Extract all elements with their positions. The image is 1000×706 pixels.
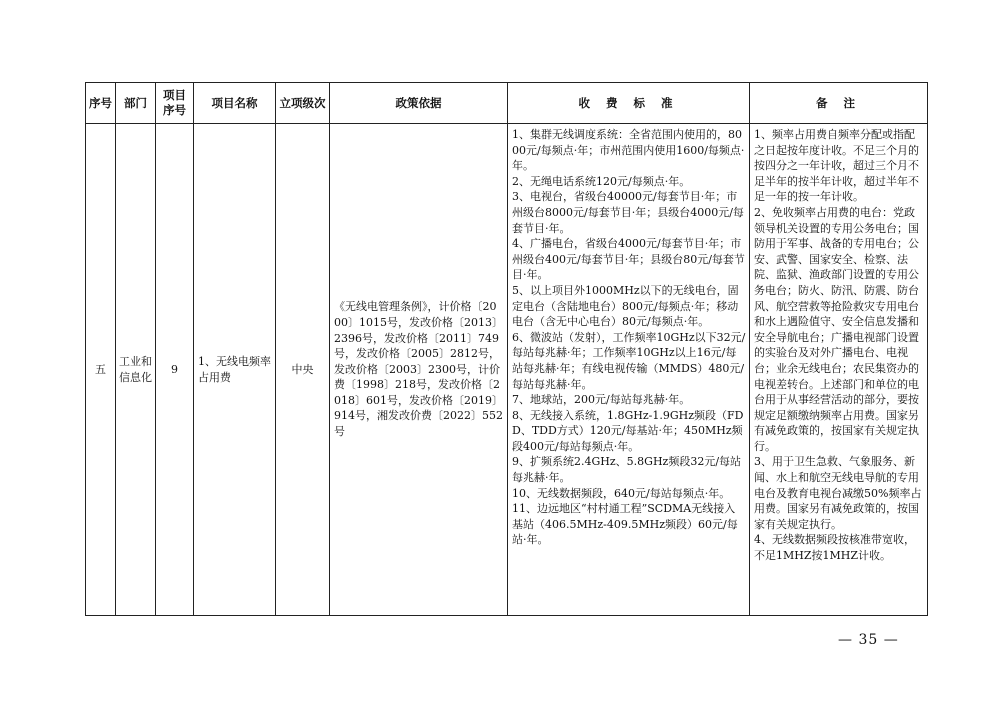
header-item-no: 项目序号	[156, 83, 194, 124]
fee-line: 6、微波站（发射），工作频率10GHz以下32元/每站每兆赫·年；工作频率10GHz以上16元/每站每兆赫·年；有线电视传输（MMDS）480元/每站每兆赫·年。	[512, 330, 746, 391]
header-notes: 备 注	[750, 83, 928, 124]
note-line: 1、频率占用费自频率分配或指配之日起按年度计收。不足三个月的按四分之一年计收，超过三个月不足半年的按半年计收，超过半年不足一年的按一年计收。	[754, 128, 919, 204]
fee-line: 5、以上项目外1000MHz以下的无线电台，固定电台（含陆地电台）800元/每频点·年；移动电台（含无中心电台）80元/每频点·年。	[512, 283, 739, 329]
cell-fee-standard	[508, 124, 750, 616]
fee-line: 7、地球站，200元/每站每兆赫·年。	[512, 393, 691, 407]
cell-policy: 《无线电管理条例》，计价格〔2000〕1015号，发改价格〔2013〕2396号，发改价格〔2011〕749号，发改价格〔2005〕2812号，发改价格〔2003〕2300号，计价费〔1998〕218号，发改价格〔2018〕601号，发改价格〔2019〕914号，湘发改价费〔2022〕552号	[330, 124, 508, 616]
fee-line: 11、边远地区“村村通工程”SCDMA无线接入基站（406.5MHz-409.5MHz频段）60元/每站·年。	[512, 502, 738, 547]
fee-line: 9、扩频系统2.4GHz、5.8GHz频段32元/每站每兆赫·年。	[512, 455, 742, 485]
cell-seq: 五	[86, 124, 116, 616]
note-line: 4、无线数据频段按核准带宽收，不足1MHZ按1MHZ计收。	[754, 533, 915, 563]
fee-line: 10、无线数据频段，640元/每站每频点·年。	[512, 486, 731, 500]
cell-item-name: 1、无线电频率占用费	[194, 124, 276, 616]
header-dept: 部门	[116, 83, 156, 124]
page-number: — 35 —	[838, 632, 899, 648]
fee-table	[85, 82, 928, 616]
header-item-name: 项目名称	[194, 83, 276, 124]
header-policy: 政策依据	[330, 83, 508, 124]
header-seq: 序号	[86, 83, 116, 124]
table-row	[86, 124, 928, 616]
cell-level: 中央	[276, 124, 330, 616]
fee-line: 3、电视台，省级台40000元/每套节目·年；市州级台8000元/每套节目·年；县级台4000元/每套节目·年。	[512, 190, 744, 235]
cell-dept: 工业和信息化	[116, 124, 156, 616]
fee-line: 1、集群无线调度系统：全省范围内使用的，8000元/每频点·年；市州范围内使用1600/每频点·年。	[512, 128, 745, 173]
header-row	[86, 83, 928, 124]
cell-item-no: 9	[156, 124, 194, 616]
fee-line: 8、无线接入系统，1.8GHz-1.9GHz频段（FDD、TDD方式）120元/每基站·年；450MHz频段400元/每站每频点·年。	[512, 408, 744, 453]
header-level: 立项级次	[276, 83, 330, 124]
cell-notes	[750, 124, 928, 616]
note-line: 2、免收频率占用费的电台：党政领导机关设置的专用公务电台；国防用于军事、战备的专用电台；公安、武警、国家安全、检察、法院、监狱、渔政部门设置的专用公务电台；防火、防汛、防震、防台风、航空营救等抢险救灾专用电台和水上遇险值守、安全信息发播和安全导航电台；广播电视部门设置的实验台及对外广播电台、电视台；业余无线电台；农民集资办的电视差转台。上述部门和单位的电台用于从事经营活动的部分，要按规定足额缴纳频率占用费。国家另有减免政策的，按国家有关规定执行。	[754, 205, 919, 453]
header-fee: 收 费 标 准	[508, 83, 750, 124]
fee-line: 4、广播电台，省级台4000元/每套节目·年；市州级台400元/每套节目·年；县级台80元/每套节目·年。	[512, 237, 745, 282]
note-line: 3、用于卫生急救、气象服务、新闻、水上和航空无线电导航的专用电台及教育电视台减缴50%频率占用费。国家另有减免政策的，按国家有关规定执行。	[754, 455, 922, 531]
fee-line: 2、无绳电话系统120元/每频点·年。	[512, 174, 691, 188]
